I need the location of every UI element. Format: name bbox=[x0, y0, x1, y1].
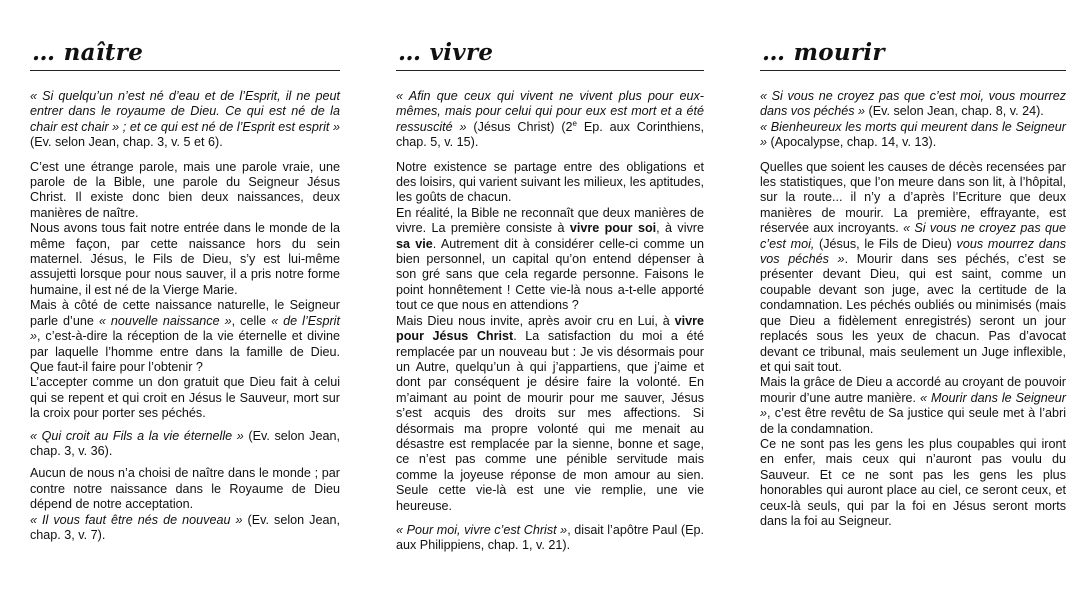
bible-reference: , disait l’apôtre Paul (Ep. aux Philippiens, chap. 1, v. 21). bbox=[396, 522, 704, 553]
bible-reference: (Jésus Christ) (2 bbox=[466, 119, 573, 134]
text-run: Mais la grâce de Dieu a accordé au croyant de pouvoir mourir d’une autre manière. bbox=[760, 375, 1066, 405]
paragraph bbox=[396, 206, 704, 314]
italic-run: « de l’Esprit » bbox=[30, 313, 340, 344]
bible-quote: « Il vous faut être nés de nouveau » bbox=[30, 512, 243, 527]
italic-run: « Si vous ne croyez pas que c’est moi, bbox=[760, 221, 1066, 251]
quote-paragraph bbox=[760, 120, 1066, 151]
bible-quote: « Afin que ceux qui vivent ne vivent plus pour eux-mêmes, mais pour celui qui pour eux est mort et a été ressuscité » bbox=[396, 89, 704, 134]
bible-quote: « Pour moi, vivre c’est Christ » bbox=[396, 522, 568, 537]
text-run: (Jésus, le Fils de Dieu) bbox=[814, 236, 957, 251]
text-run: En réalité, la Bible ne reconnaît que deux manières de vivre. La première consiste à bbox=[396, 205, 704, 236]
bible-quote: « Si quelqu’un n’est né d’eau et de l’Esprit, il ne peut entrer dans le royaume de Dieu. Ce qui est né de la chair est chair » ; et ce qui est né de l’Esprit est esprit » bbox=[30, 89, 340, 134]
italic-run: « nouvelle naissance » bbox=[98, 313, 232, 328]
column-text bbox=[396, 89, 704, 554]
text-run: , à vivre bbox=[656, 221, 704, 236]
quote-paragraph bbox=[30, 429, 340, 460]
column-text bbox=[30, 89, 340, 543]
column-naitre bbox=[30, 38, 340, 543]
text-run: . Mourir dans ses péchés, c’est se présenter devant Dieu, qui est saint, comme un coupable devant son juge, avec la certitude de la condamnation. Les péchés oubliés ou minimisés (mais que Dieu a fidèlement enregistrés) seront un jour replacés sous les yeux de chacun. Pas d’avocat devant ce tribunal, mais seulement un Juge inflexible, et qui sait tout. bbox=[760, 252, 1066, 374]
quote-paragraph bbox=[30, 89, 340, 151]
bold-run: sa vie bbox=[396, 236, 433, 251]
paragraph bbox=[30, 298, 340, 375]
bible-reference: (Ev. selon Jean, chap. 3, v. 36). bbox=[30, 428, 340, 458]
bible-quote: « Qui croit au Fils a la vie éternelle » bbox=[30, 428, 244, 443]
text-run: Mais Dieu nous invite, après avoir cru en Lui, à bbox=[396, 313, 675, 328]
superscript: e bbox=[572, 118, 577, 128]
paragraph: Nous avons tous fait notre entrée dans le monde de la même façon, par cette naissance hors du sein maternel. Jésus, le Fils de Dieu, s’y est lui-même assujetti lorsque pour nous sauver, il a pris notre forme humaine, il est né de la Vierge Marie. bbox=[30, 221, 340, 297]
heading-naitre: … naître bbox=[30, 38, 340, 71]
column-text bbox=[760, 89, 1066, 529]
bold-run: vivre pour soi bbox=[569, 221, 657, 236]
quote-paragraph bbox=[30, 513, 340, 544]
heading-mourir: … mourir bbox=[760, 38, 1066, 71]
text-run: , celle bbox=[231, 313, 272, 328]
quote-paragraph bbox=[396, 89, 704, 151]
bible-reference: (Apocalypse, chap. 14, v. 13). bbox=[767, 135, 937, 150]
paragraph: C’est une étrange parole, mais une parole vraie, une parole de la Bible, une parole du Seigneur Jésus Christ. Il existe donc bien deux naissances, deux manières de naître. bbox=[30, 159, 340, 220]
quote-paragraph bbox=[396, 523, 704, 554]
text-run: . Autrement dit à considérer celle-ci comme un bien personnel, un capital qu’on entend dépenser à son gré sans que cela regarde personne. Faisons le point honnêtement ! Cette vie-là nous a-t-elle apporté tout ce que nous en attendions ? bbox=[396, 236, 704, 313]
heading-vivre: … vivre bbox=[396, 38, 704, 71]
paragraph bbox=[760, 160, 1066, 376]
italic-run: vous mourrez dans vos péchés » bbox=[760, 236, 1067, 267]
column-mourir bbox=[760, 38, 1066, 529]
bible-quote: « Bienheureux les morts qui meurent dans le Seigneur » bbox=[760, 119, 1066, 150]
paragraph: L’accepter comme un don gratuit que Dieu fait à celui qui se repent et qui croit en Jésus le Sauveur, mort sur la croix pour porter ses péchés. bbox=[30, 375, 340, 421]
column-vivre bbox=[396, 38, 704, 554]
paragraph: Ce ne sont pas les gens les plus coupables qui iront en enfer, mais ceux qui n’auront pas voulu du Sauveur. Et ce ne sont pas les gens les plus honorables qui auront place au ciel, ce seront ceux, et ceux-là seuls, qui par la foi en Jésus seront morts dans la foi au Seigneur. bbox=[760, 436, 1066, 528]
bold-run: vivre pour Jésus Christ bbox=[396, 313, 704, 344]
bible-quote: « Si vous ne croyez pas que c’est moi, vous mourrez dans vos péchés » bbox=[760, 89, 1066, 119]
text-run: , c’est-à-dire la réception de la vie éternelle et divine par laquelle l’homme entre dans la famille de Dieu. Que faut-il faire pour l’obtenir ? bbox=[30, 329, 340, 374]
bible-reference: Ep. aux Corinthiens, chap. 5, v. 15). bbox=[396, 119, 704, 150]
italic-run: « Mourir dans le Seigneur » bbox=[760, 390, 1066, 421]
bible-reference: (Ev. selon Jean, chap. 3, v. 7). bbox=[30, 512, 340, 542]
quote-paragraph bbox=[760, 89, 1066, 120]
paragraph bbox=[396, 314, 704, 514]
text-run: . La satisfaction du moi a été remplacée par un nouveau but : Je vis désormais pour un Autre, quelqu’un à qui j’appartiens, que j’aime et dont par conséquent je désire faire la volonté. En m’aimant au point de mourir pour me sauver, Jésus s’est acquis des droits sur mes affections. Si désormais ma propre volonté qui me menait au désastre est remplacée par la sienne, bonne et sage, ce n’est pas comme une pénible servitude mais comme la joyeuse réponse de mon amour au sien. Seule cette vie-là est une vie remplie, une vie heureuse. bbox=[396, 329, 705, 513]
paragraph: Aucun de nous n’a choisi de naître dans le monde ; par contre notre naissance dans le Royaume de Dieu dépend de notre acceptation. bbox=[30, 466, 340, 512]
text-run: Mais à côté de cette naissance naturelle, le Seigneur parle d’une bbox=[30, 298, 340, 328]
text-run: , c’est être revêtu de Sa justice qui seule met à l’abri de la condamnation. bbox=[760, 406, 1066, 436]
bible-reference: (Ev. selon Jean, chap. 8, v. 24). bbox=[865, 104, 1044, 119]
bible-reference: (Ev. selon Jean, chap. 3, v. 5 et 6). bbox=[30, 135, 223, 150]
paragraph bbox=[760, 375, 1066, 437]
text-run: Quelles que soient les causes de décès recensées par les statistiques, que l’on meure dans son lit, à l’hôpital, sur la route... il n’y a d’après l’Ecriture que deux manières de mourir. La première, effrayante, est réservée aux incroyants. bbox=[760, 159, 1066, 236]
paragraph: Notre existence se partage entre des obligations et des loisirs, qui varient suivant les milieux, les aptitudes, les goûts de chacun. bbox=[396, 159, 704, 205]
